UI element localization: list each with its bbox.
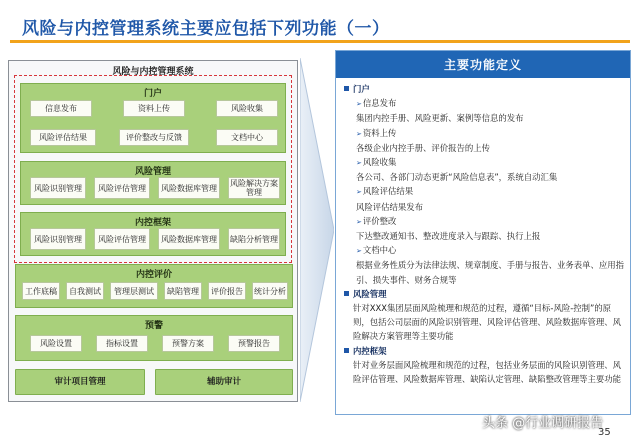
page-number: 35	[598, 427, 611, 438]
ic-item-identify[interactable]: 风险识别管理	[30, 228, 86, 250]
warning-item-plan[interactable]: 预警方案	[162, 335, 214, 352]
slide-title: 风险与内控管理系统主要应包括下列功能（一）	[22, 19, 390, 39]
portal-group	[20, 83, 286, 153]
para-risk-management: 针对XXX集团层面风险梳理和规范的过程，遵循“目标-风险-控制”的原则，包括公司层面的风险识别管理、风险评估管理、风险数据库管理、风险解决方案管理等主要功能	[353, 303, 621, 342]
ic-framework-group	[20, 212, 286, 256]
portal-item-doc-center[interactable]: 文档中心	[216, 129, 278, 146]
triangle-bullet-icon: ➢	[356, 247, 362, 256]
portal-title: 门户	[143, 89, 162, 99]
ic-item-defect-analysis[interactable]: 缺陷分析管理	[228, 228, 280, 250]
triangle-bullet-icon: ➢	[356, 217, 362, 226]
sub-heading-doc-center: ➢文档中心	[356, 245, 397, 256]
panel-body	[344, 82, 626, 386]
portal-item-eval-feedback[interactable]: 评价整改与反馈	[119, 129, 189, 146]
warning-title: 预警	[144, 321, 163, 331]
eval-item-mgmt-test[interactable]: 管理层测试	[110, 282, 158, 300]
portal-item-upload[interactable]: 资料上传	[123, 100, 185, 117]
risk-item-solution[interactable]: 风险解决方案管理	[230, 179, 278, 197]
triangle-bullet-icon: ➢	[356, 159, 362, 168]
ic-evaluation-title: 内控评价	[135, 270, 172, 280]
triangle-bullet-icon: ➢	[356, 188, 362, 197]
ic-item-assess[interactable]: 风险评估管理	[94, 228, 150, 250]
audit-project-module[interactable]: 审计项目管理	[15, 369, 145, 395]
triangle-bullet-icon: ➢	[356, 129, 362, 138]
desc-rectify: 下达整改通知书、整改进度录入与跟踪、执行上报	[356, 231, 541, 242]
definition-panel	[335, 50, 631, 415]
risk-management-title: 风险管理	[134, 167, 171, 177]
eval-item-workpaper[interactable]: 工作底稿	[22, 282, 60, 300]
panel-title: 主要功能定义	[336, 51, 630, 78]
section-heading-risk-management: 风险管理	[344, 287, 626, 301]
risk-management-group	[20, 161, 286, 205]
warning-item-risk-setting[interactable]: 风险设置	[30, 335, 82, 352]
warning-group	[15, 315, 293, 361]
warning-item-report[interactable]: 预警报告	[228, 335, 280, 352]
eval-item-report[interactable]: 评价报告	[208, 282, 246, 300]
assist-audit-module[interactable]: 辅助审计	[155, 369, 293, 395]
desc-info-publish: 集团内控手册、风险更新、案例等信息的发布	[356, 113, 524, 124]
watermark: 头条 @行业调研报告	[482, 416, 604, 431]
sub-heading-risk-collect: ➢风险收集	[356, 157, 397, 168]
square-bullet-icon	[344, 348, 349, 353]
sub-heading-info-publish: ➢信息发布	[356, 98, 397, 109]
eval-item-stats[interactable]: 统计分析	[252, 282, 288, 300]
triangle-bullet-icon: ➢	[356, 100, 362, 109]
portal-item-info-publish[interactable]: 信息发布	[30, 100, 92, 117]
portal-item-risk-collect[interactable]: 风险收集	[216, 100, 278, 117]
desc-risk-result: 风险评估结果发布	[356, 201, 423, 212]
desc-doc-center: 根据业务性质分为法律法规、规章制度、手册与报告、业务表单、应用指引、损失事件、财务合规等	[356, 260, 624, 285]
sub-heading-risk-result: ➢风险评估结果	[356, 186, 414, 197]
sub-heading-rectify: ➢评价整改	[356, 215, 397, 226]
warning-item-indicator-setting[interactable]: 指标设置	[96, 335, 148, 352]
eval-item-defect[interactable]: 缺陷管理	[164, 282, 202, 300]
section-heading-portal: 门户	[344, 82, 626, 96]
risk-item-database[interactable]: 风险数据库管理	[158, 177, 220, 199]
square-bullet-icon	[344, 291, 349, 296]
risk-item-identify[interactable]: 风险识别管理	[30, 177, 86, 199]
ic-item-database[interactable]: 风险数据库管理	[158, 228, 220, 250]
section-heading-ic-framework: 内控框架	[344, 344, 626, 358]
pointer-arrow-icon	[300, 58, 334, 402]
ic-framework-title: 内控框架	[134, 218, 171, 228]
desc-upload: 各级企业内控手册、评价报告的上传	[356, 142, 490, 153]
risk-item-assess[interactable]: 风险评估管理	[94, 177, 150, 199]
title-divider	[10, 40, 630, 43]
portal-item-risk-result[interactable]: 风险评估结果	[30, 129, 96, 146]
eval-item-self-test[interactable]: 自我测试	[66, 282, 104, 300]
system-diagram	[8, 60, 298, 402]
sub-heading-upload: ➢资料上传	[356, 127, 397, 138]
desc-risk-collect: 各公司、各部门动态更新“风险信息表”，系统自动汇集	[356, 172, 558, 183]
system-title: 风险与内控管理系统	[112, 67, 194, 77]
ic-evaluation-group	[15, 264, 293, 308]
square-bullet-icon	[344, 86, 349, 91]
para-ic-framework: 针对业务层面风险梳理和规范的过程，包括业务层面的风险识别管理、风险评估管理、风险数据库管理、缺陷认定管理、缺陷整改管理等主要功能	[353, 359, 621, 385]
